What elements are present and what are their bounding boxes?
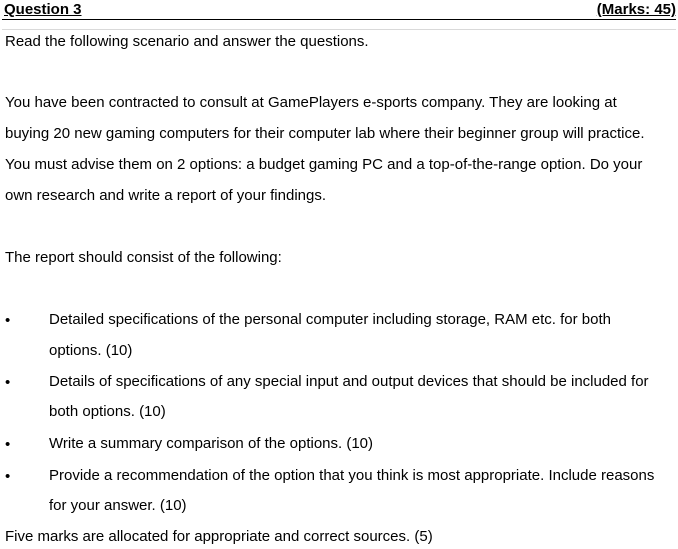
header-divider [2, 29, 676, 30]
bullet-3-line-1: Write a summary comparison of the options. (10) [49, 435, 374, 452]
scenario-line-1: You have been contracted to consult at GamePlayers e-sports company. They are looking at [5, 94, 617, 111]
question-title: Question 3 [4, 1, 82, 18]
question-marks: (Marks: 45) [596, 1, 676, 18]
footer-note: Five marks are allocated for appropriate and correct sources. (5) [5, 528, 433, 545]
bullet-icon: • [5, 374, 11, 391]
bullet-icon: • [5, 468, 11, 485]
bullet-1-line-2: options. (10) [49, 342, 133, 359]
bullet-4-line-1: Provide a recommendation of the option that you think is most appropriate. Include reasons [49, 467, 655, 484]
scenario-line-3: You must advise them on 2 options: a budget gaming PC and a top-of-the-range option. Do your [5, 156, 643, 173]
report-intro: The report should consist of the following: [5, 249, 282, 266]
bullet-1-line-1: Detailed specifications of the personal computer including storage, RAM etc. for both [49, 311, 611, 328]
scenario-line-4: own research and write a report of your findings. [5, 187, 326, 204]
bullet-2-line-1: Details of specifications of any special input and output devices that should be included for [49, 373, 649, 390]
intro-text: Read the following scenario and answer the questions. [5, 33, 369, 50]
question-header [2, 0, 676, 20]
bullet-2-line-2: both options. (10) [49, 403, 166, 420]
bullet-4-line-2: for your answer. (10) [49, 497, 187, 514]
bullet-icon: • [5, 312, 11, 329]
bullet-icon: • [5, 436, 11, 453]
scenario-line-2: buying 20 new gaming computers for their computer lab where their beginner group will practice. [5, 125, 645, 142]
